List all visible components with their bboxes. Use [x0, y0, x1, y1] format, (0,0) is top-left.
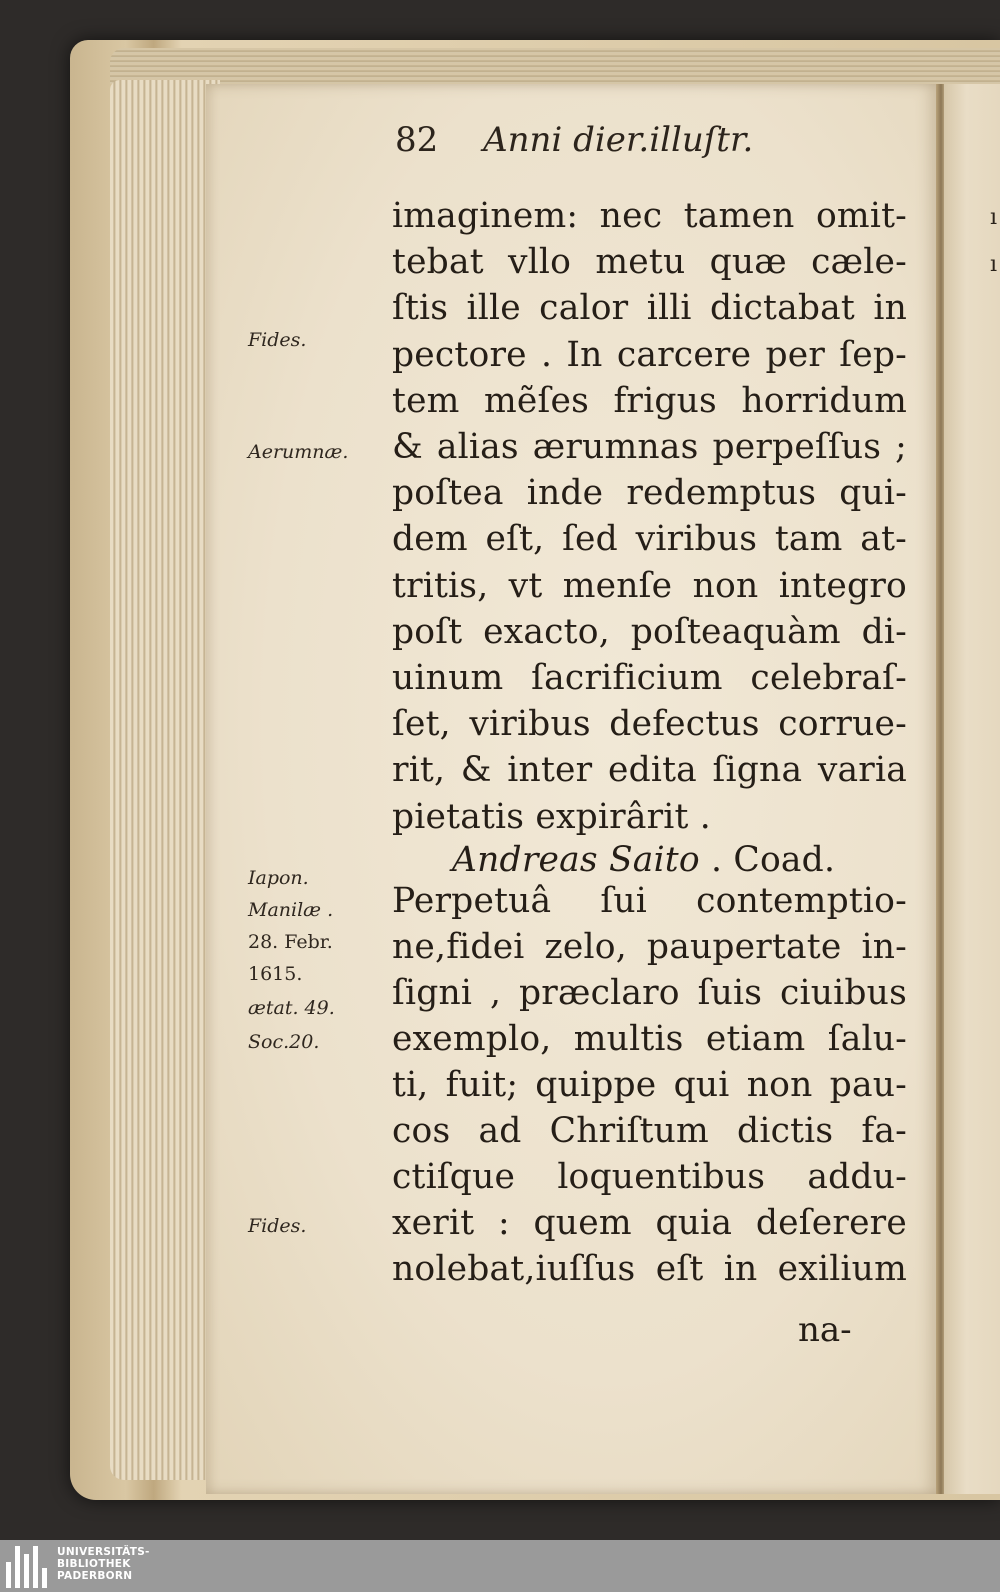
library-name: UNIVERSITÄTS- BIBLIOTHEK PADERBORN [57, 1546, 150, 1582]
text-line: & alias ærumnas perpeſſus ; [392, 427, 907, 467]
text-line: dem eſt, ſed viribus tam at- [392, 519, 907, 560]
text-line: pietatis expirârit . [392, 796, 711, 837]
text-line: ſet, viribus defectus corrue- [392, 704, 907, 745]
text-line: nolebat,iuſſus eſt in exilium [392, 1249, 907, 1289]
margin-note-soc: Soc.20. [248, 1031, 320, 1053]
text-line: cos ad Chriſtum dictis fa- [392, 1111, 907, 1151]
margin-note-fides-2: Fides. [248, 1215, 307, 1237]
margin-note-aerumnae: Aerumnæ. [248, 441, 349, 463]
library-footer [0, 1540, 1000, 1592]
text-line: tebat vllo metu quæ cæle- [392, 242, 907, 283]
text-line: poſtea inde redemptus qui- [392, 473, 907, 514]
text-line: ne,fidei zelo, paupertate in- [392, 927, 907, 967]
text-line: ſigni , præclaro ſuis ciuibus [392, 973, 907, 1013]
text-line: imaginem: nec tamen omit- [392, 196, 907, 236]
text-line: ctiſque loquentibus addu- [392, 1157, 907, 1197]
facing-page-glyph: ı [990, 205, 998, 230]
margin-note-year: 1615. [248, 963, 303, 985]
text-line: uinum ſacrificium celebraſ- [392, 658, 907, 698]
text-line: pectore . In carcere per ſep- [392, 334, 907, 375]
margin-note-manilae: Manilæ . [248, 899, 334, 921]
text-line: xerit : quem quia deſerere [392, 1203, 907, 1243]
text-line: tritis, vt menſe non integro [392, 565, 907, 606]
page-number: 82 [395, 120, 439, 160]
book-fore-edge [110, 80, 220, 1480]
text-line: ti, fuit; quippe qui non pau- [392, 1065, 907, 1105]
text-line: poſt exacto, poſteaquàm di- [392, 611, 907, 652]
margin-note-aetat: ætat. 49. [248, 997, 335, 1019]
facing-page-glyph: ı [990, 252, 998, 277]
entry-rank: . Coad. [711, 840, 836, 880]
facing-page-edge [944, 84, 1000, 1494]
text-line: tem mẽſes frigus horridum [392, 380, 907, 421]
margin-note-iapon: Iapon. [248, 867, 309, 889]
running-title: Anni dier.illuſtr. [483, 120, 754, 160]
text-line: rit, & inter edita ſigna varia [392, 750, 907, 791]
text-line: Perpetuâ ſui contemptio- [392, 881, 907, 921]
text-line: ſtis ille calor illi dictabat in [392, 288, 907, 329]
text-line: exemplo, multis etiam ſalu- [392, 1019, 907, 1059]
book-top-edge [110, 48, 1000, 84]
margin-note-date: 28. Febr. [248, 931, 333, 953]
running-head [395, 120, 915, 170]
entry-heading [452, 837, 967, 883]
entry-name: Andreas Saito [452, 840, 700, 880]
margin-note-fides: Fides. [248, 329, 307, 351]
library-logo-icon [6, 1546, 54, 1588]
catchword: na- [798, 1310, 852, 1350]
